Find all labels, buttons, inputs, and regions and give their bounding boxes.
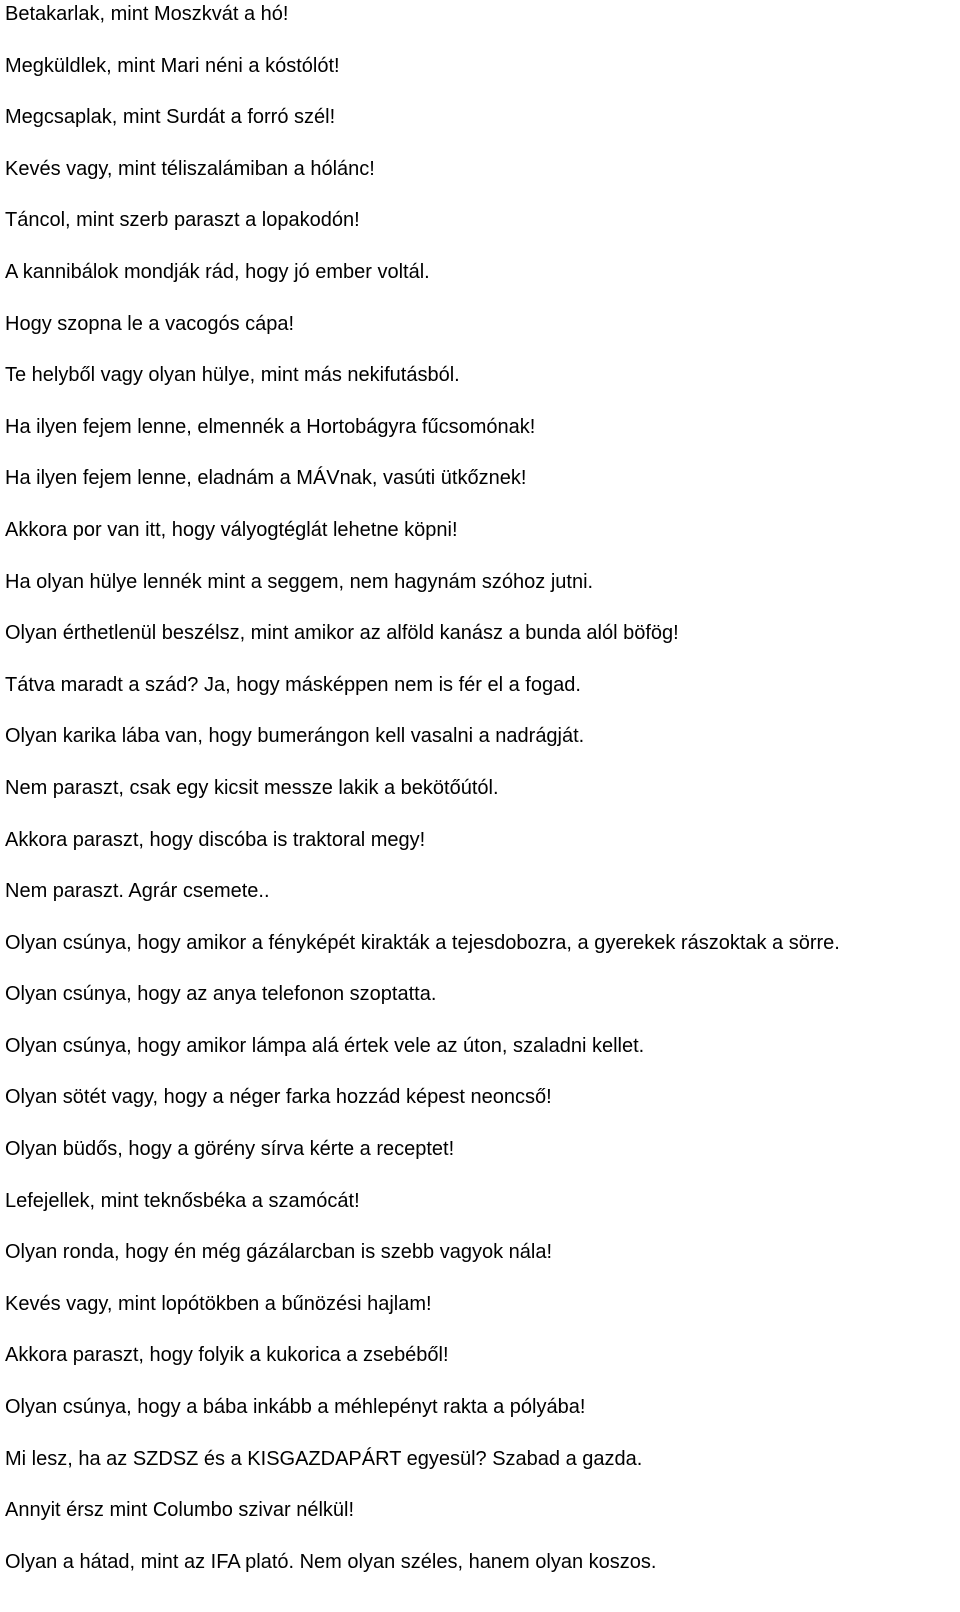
text-line: Te helyből vagy olyan hülye, mint más nekifutásból. (5, 364, 460, 387)
text-line: Olyan karika lába van, hogy bumerángon kell vasalni a nadrágját. (5, 725, 585, 748)
text-line: Olyan ronda, hogy én még gázálarcban is szebb vagyok nála! (5, 1241, 553, 1264)
text-line: Nem paraszt. Agrár csemete.. (5, 880, 270, 903)
text-line: Akkora por van itt, hogy vályogtéglát lehetne köpni! (5, 518, 458, 541)
text-line: Mi lesz, ha az SZDSZ és a KISGAZDAPÁRT egyesül? Szabad a gazda. (5, 1447, 643, 1470)
text-line: Táncol, mint szerb paraszt a lopakodón! (5, 209, 360, 232)
text-line: Olyan sötét vagy, hogy a néger farka hozzád képest neoncső! (5, 1086, 552, 1109)
text-line: Akkora paraszt, hogy folyik a kukorica a zsebéből! (5, 1344, 449, 1367)
text-line: Olyan csúnya, hogy a bába inkább a méhlepényt rakta a pólyába! (5, 1396, 586, 1419)
text-line: A kannibálok mondják rád, hogy jó ember voltál. (5, 260, 430, 283)
text-line: Olyan a hátad, mint az IFA plató. Nem olyan széles, hanem olyan koszos. (5, 1550, 657, 1573)
text-line: Olyan csúnya, hogy az anya telefonon szoptatta. (5, 983, 437, 1006)
text-line: Betakarlak, mint Moszkvát a hó! (5, 3, 289, 25)
text-line: Olyan büdős, hogy a görény sírva kérte a receptet! (5, 1138, 455, 1161)
text-line: Olyan csúnya, hogy amikor lámpa alá értek vele az úton, szaladni kellet. (5, 1034, 645, 1057)
text-line: Ha ilyen fejem lenne, elmennék a Hortobágyra fűcsomónak! (5, 415, 536, 438)
text-line: Megcsaplak, mint Surdát a forró szél! (5, 106, 336, 129)
text-line: Kevés vagy, mint lopótökben a bűnözési hajlam! (5, 1292, 432, 1315)
text-line: Hogy szopna le a vacogós cápa! (5, 312, 295, 335)
document-body (5, 0, 955, 1602)
text-line: Ha olyan hülye lennék mint a seggem, nem hagynám szóhoz jutni. (5, 570, 594, 593)
text-line: Olyan csúnya, hogy amikor a fényképét kirakták a tejesdobozra, a gyerekek rászoktak a sörre. (5, 931, 840, 954)
text-line: Kevés vagy, mint téliszalámiban a hólánc! (5, 157, 375, 180)
text-line: Lefejellek, mint teknősbéka a szamócát! (5, 1189, 360, 1212)
text-line: Olyan érthetlenül beszélsz, mint amikor az alföld kanász a bunda alól böfög! (5, 622, 679, 645)
text-line: Megküldlek, mint Mari néni a kóstólót! (5, 54, 340, 77)
text-line: Annyit érsz mint Columbo szivar nélkül! (5, 1499, 355, 1522)
text-line: Tátva maradt a szád? Ja, hogy másképpen nem is fér el a fogad. (5, 673, 581, 696)
text-line: Nem paraszt, csak egy kicsit messze lakik a bekötőútól. (5, 776, 499, 799)
text-line: Ha ilyen fejem lenne, eladnám a MÁVnak, vasúti ütkőznek! (5, 467, 527, 490)
text-line: Akkora paraszt, hogy discóba is traktoral megy! (5, 828, 426, 851)
